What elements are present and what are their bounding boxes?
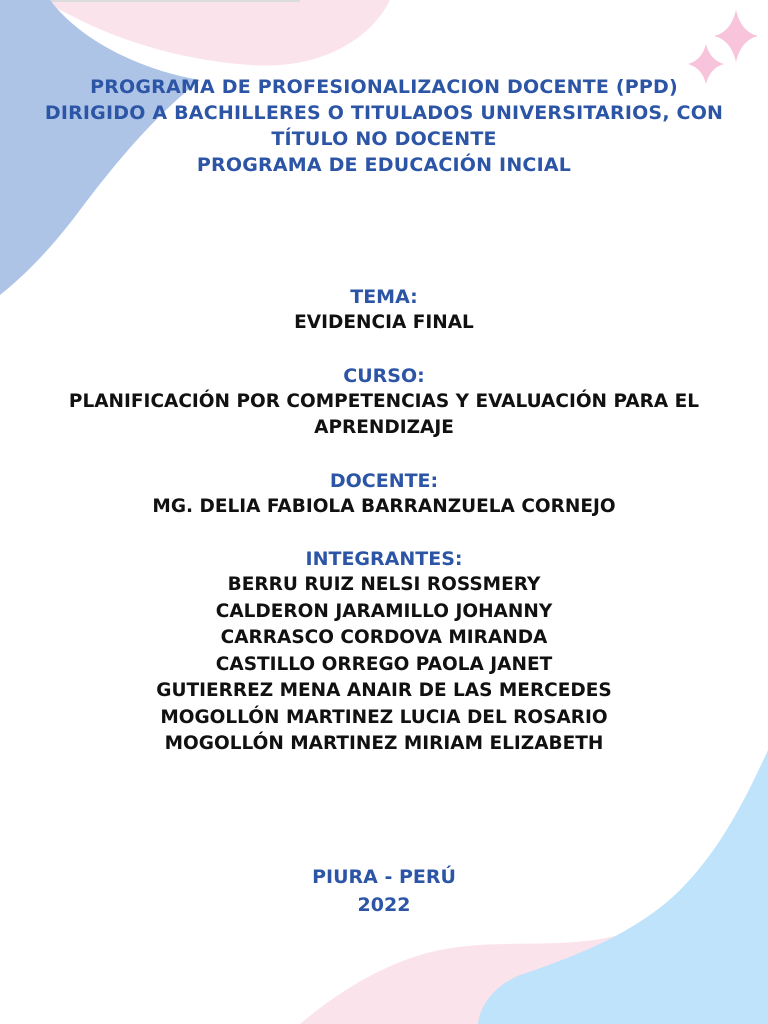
docente-value: MG. DELIA FABIOLA BARRANZUELA CORNEJO: [152, 496, 616, 517]
integrantes-label: INTEGRANTES:: [305, 548, 463, 570]
members-list: [20, 572, 748, 758]
program-header: [30, 74, 738, 178]
tema-section: [20, 284, 748, 336]
curso-value-line-1: PLANIFICACIÓN POR COMPETENCIAS Y EVALUACIÓN PARA EL: [68, 391, 700, 412]
curso-section: [20, 363, 748, 441]
footer-year: 2022: [357, 894, 411, 916]
docente-label: DOCENTE:: [329, 470, 439, 492]
header-line-3: TÍTULO NO DOCENTE: [271, 128, 497, 150]
list-item: MOGOLLÓN MARTINEZ LUCIA DEL ROSARIO: [160, 706, 608, 728]
list-item: CARRASCO CORDOVA MIRANDA: [220, 627, 548, 648]
list-item: BERRU RUIZ NELSI ROSSMERY: [227, 574, 541, 595]
header-line-2: DIRIGIDO A BACHILLERES O TITULADOS UNIVERSITARIOS, CON: [44, 102, 724, 124]
list-item: CALDERON JARAMILLO JOHANNY: [215, 600, 553, 622]
integrantes-section: [20, 546, 748, 758]
tema-value: EVIDENCIA FINAL: [294, 312, 474, 333]
docente-section: [20, 468, 748, 520]
list-item: CASTILLO ORREGO PAOLA JANET: [215, 653, 553, 675]
header-line-1: PROGRAMA DE PROFESIONALIZACION DOCENTE (PPD): [90, 76, 678, 98]
curso-label: CURSO:: [343, 365, 425, 387]
curso-value-line-2: APRENDIZAJE: [314, 417, 454, 438]
list-item: MOGOLLÓN MARTINEZ MIRIAM ELIZABETH: [164, 733, 604, 754]
footer-section: [20, 863, 748, 919]
tema-label: TEMA:: [350, 286, 418, 308]
header-line-4: PROGRAMA DE EDUCACIÓN INCIAL: [196, 154, 572, 176]
list-item: GUTIERREZ MENA ANAIR DE LAS MERCEDES: [156, 680, 612, 701]
footer-place: PIURA - PERÚ: [312, 866, 456, 888]
